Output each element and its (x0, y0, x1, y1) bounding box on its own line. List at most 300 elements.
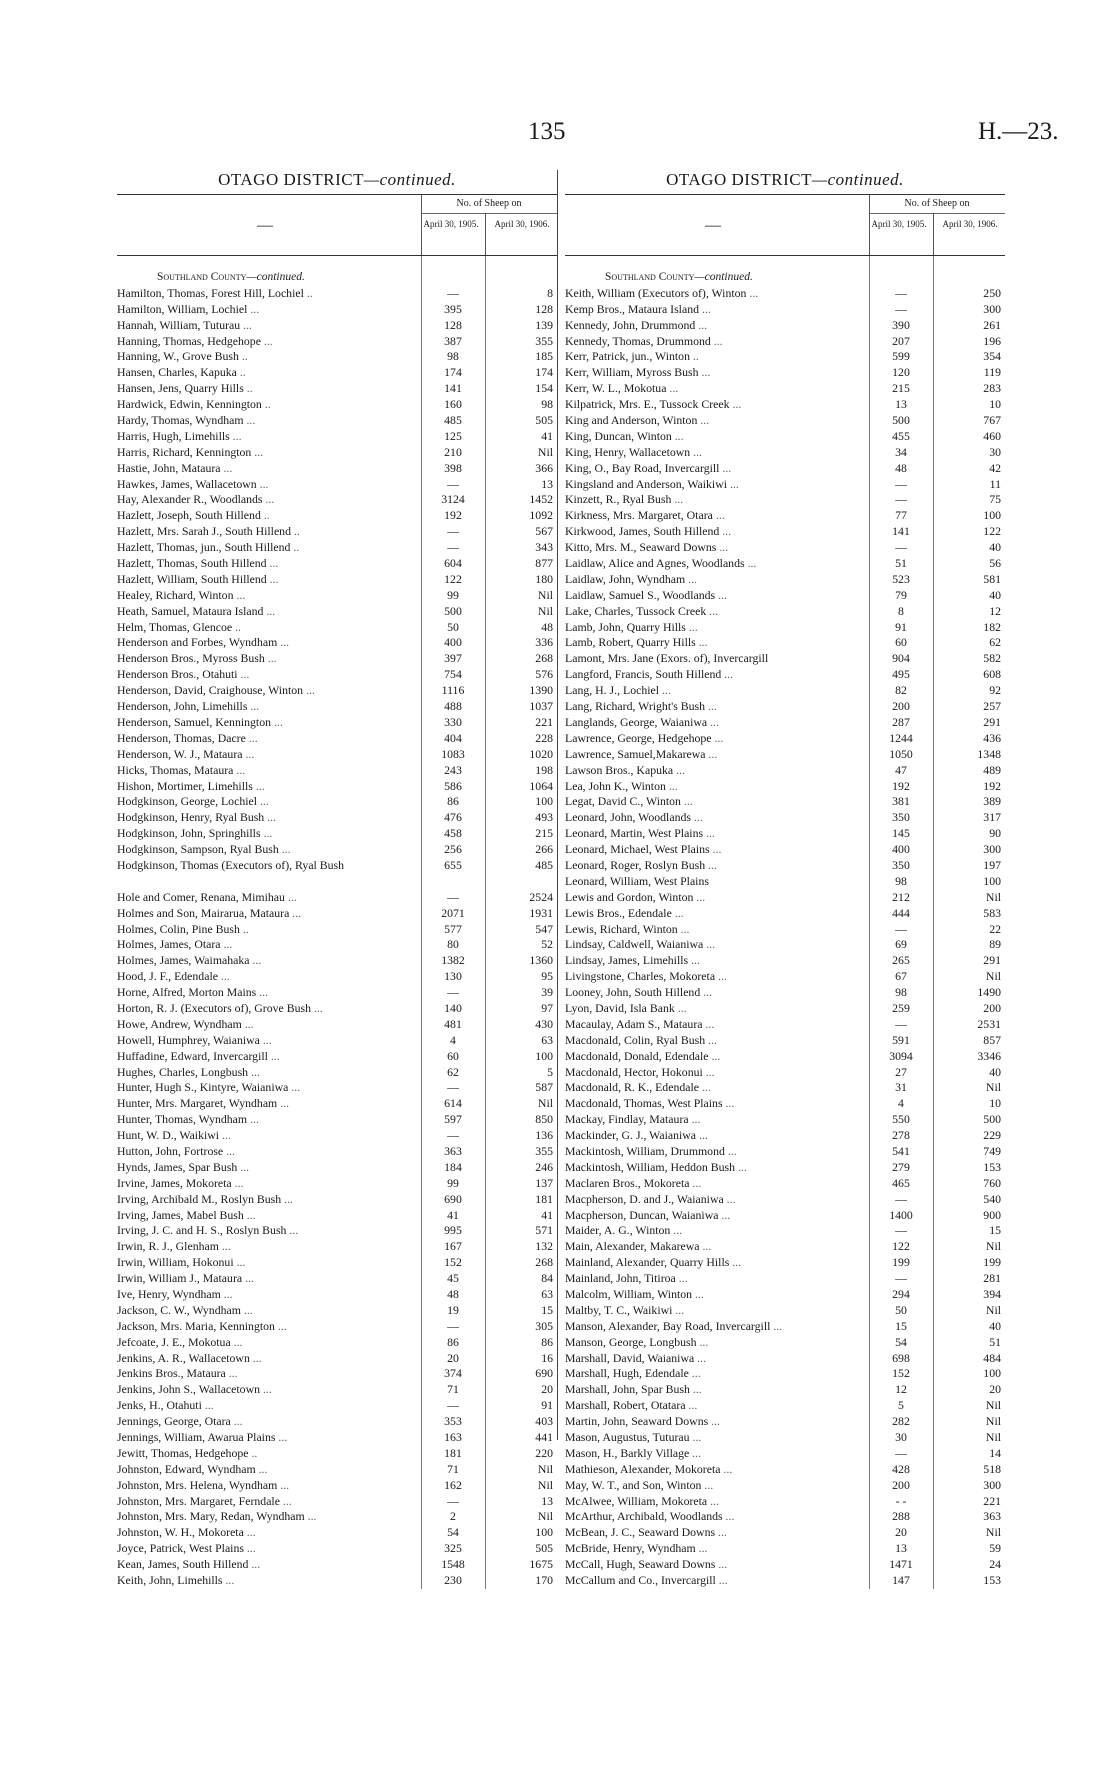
leader-dots: ... (725, 1096, 735, 1111)
holder-name: Lyon, David, Isla Bank ... (565, 1000, 687, 1015)
holder-name: King, O., Bay Road, Invercargill ... (565, 460, 732, 475)
sheep-1905: 287 (892, 714, 910, 729)
holder-name: Laidlaw, John, Wyndham ... (565, 571, 697, 586)
section-heading: Southland County—continued. (605, 271, 753, 283)
holder-name: Jennings, William, Awarua Plains ... (117, 1430, 288, 1445)
sheep-1906: Nil (985, 1398, 1001, 1413)
holder-name: Irvine, James, Mokoreta ... (117, 1175, 244, 1190)
leader-dots: ... (718, 1573, 728, 1588)
sheep-1906: Nil (537, 1096, 553, 1111)
table-row (565, 572, 1005, 588)
holder-name: Hodgkinson, John, Springhills ... (117, 826, 273, 841)
sheep-1906: Nil (985, 1239, 1001, 1254)
leader-dots: ... (250, 699, 260, 714)
table-row (117, 1271, 557, 1287)
leader-dots: ... (246, 1525, 256, 1540)
holder-name: Hunter, Hugh S., Kintyre, Waianiwa ... (117, 1080, 301, 1095)
sheep-1905: — (447, 285, 459, 300)
holder-name: Hazlett, Thomas, jun., South Hillend .. (117, 540, 300, 555)
table-row (565, 508, 1005, 524)
holder-name: Lawrence, George, Hedgehope ... (565, 730, 724, 745)
table-row (117, 1525, 557, 1541)
sheep-1905: 500 (892, 413, 910, 428)
holder-name: Kilpatrick, Mrs. E., Tussock Creek ... (565, 397, 742, 412)
holder-name: Kirkwood, James, South Hillend ... (565, 524, 732, 539)
table-row (565, 842, 1005, 858)
table-row (565, 747, 1005, 763)
sheep-1906: 608 (983, 667, 1001, 682)
holder-name: Mackintosh, William, Drummond ... (565, 1143, 737, 1158)
holder-name: Mainland, John, Titiroa ... (565, 1271, 688, 1286)
holder-name: Hunter, Thomas, Wyndham ... (117, 1112, 259, 1127)
leader-dots: ... (729, 476, 739, 491)
table-row (117, 1239, 557, 1255)
sheep-1906: 192 (983, 778, 1001, 793)
sheep-1906: 354 (983, 349, 1001, 364)
table-row (117, 1033, 557, 1049)
table-row (117, 365, 557, 381)
leader-dots: ... (691, 1112, 701, 1127)
table-row (117, 635, 557, 651)
sheep-1906: 283 (983, 381, 1001, 396)
leader-dots: ... (222, 1128, 231, 1143)
leader-dots: ... (703, 985, 713, 1000)
leader-dots: .. (306, 285, 313, 300)
holder-name: Harris, Richard, Kennington ... (117, 444, 264, 459)
holder-name: Mason, H., Barkly Village ... (565, 1445, 702, 1460)
holder-name: Macaulay, Adam S., Mataura ... (565, 1016, 715, 1031)
table-row (565, 1033, 1005, 1049)
holder-name: Lindsay, Caldwell, Waianiwa ... (565, 937, 716, 952)
sheep-header: No. of Sheep on (456, 198, 522, 209)
leader-dots: ... (675, 1302, 685, 1317)
table-row (117, 1494, 557, 1510)
sheep-1905: 199 (892, 1255, 910, 1270)
sheep-1905: 54 (447, 1525, 459, 1540)
leader-dots: ... (277, 1318, 287, 1333)
table-row (565, 1128, 1005, 1144)
sheep-1905: 614 (444, 1096, 462, 1111)
sheep-1906: 3346 (977, 1048, 1001, 1063)
sheep-1905: 50 (895, 1302, 907, 1317)
holder-name: Looney, John, South Hillend ... (565, 985, 713, 1000)
sheep-1906: 154 (535, 381, 553, 396)
table-row (565, 604, 1005, 620)
sheep-1906: 14 (989, 1445, 1001, 1460)
name-header: — (705, 217, 721, 234)
leader-dots: ... (723, 1461, 733, 1476)
leader-dots: .. (251, 1445, 258, 1460)
sheep-1905: 86 (447, 794, 459, 809)
sheep-1905: 45 (447, 1271, 459, 1286)
holder-name: Hood, J. F., Edendale ... (117, 969, 230, 984)
sheep-1906: 587 (535, 1080, 553, 1095)
table-row (565, 906, 1005, 922)
table-row (117, 302, 557, 318)
sheep-1905: 207 (892, 333, 910, 348)
table-row (565, 620, 1005, 636)
sheep-1906: 182 (983, 619, 1001, 634)
holder-name: Hay, Alexander R., Woodlands ... (117, 492, 275, 507)
sheep-1906: 505 (535, 413, 553, 428)
sheep-1906: 2531 (977, 1016, 1001, 1031)
leader-dots: ... (688, 619, 698, 634)
sheep-1906: 15 (541, 1302, 553, 1317)
sheep-1905: 350 (892, 810, 910, 825)
leader-dots: ... (700, 413, 710, 428)
leader-dots: ... (255, 778, 265, 793)
sheep-1906: 257 (983, 699, 1001, 714)
sheep-1906: 40 (989, 1318, 1001, 1333)
holder-name: Kean, James, South Hillend ... (117, 1557, 261, 1572)
leader-dots: ... (673, 1223, 683, 1238)
sheep-1905: 60 (895, 635, 907, 650)
sheep-1906: 1931 (529, 905, 553, 920)
holder-name: Hannah, William, Tuturau ... (117, 317, 252, 332)
sheep-1906: Nil (985, 1414, 1001, 1429)
sheep-1906: 15 (989, 1223, 1001, 1238)
sheep-1906: 40 (989, 587, 1001, 602)
table-row (117, 1351, 557, 1367)
sheep-1905: 215 (892, 381, 910, 396)
holder-name: Lewis, Richard, Winton ... (565, 921, 690, 936)
leader-dots: ... (706, 826, 715, 841)
sheep-1906: 86 (541, 1334, 553, 1349)
sheep-1905: 259 (892, 1000, 910, 1015)
holder-name: Horton, R. J. (Executors of), Grove Bush ... (117, 1000, 323, 1015)
sheep-1905: 1548 (441, 1557, 465, 1572)
holder-name: Healey, Richard, Winton ... (117, 587, 246, 602)
holder-name: Johnston, W. H., Mokoreta ... (117, 1525, 256, 1540)
sheep-1905: 19 (447, 1302, 459, 1317)
sheep-1906: 12 (989, 603, 1001, 618)
table-row (117, 1303, 557, 1319)
sheep-1906: Nil (985, 1430, 1001, 1445)
sheep-1906: 1360 (529, 953, 553, 968)
sheep-1906: 268 (535, 651, 553, 666)
leader-dots: ... (724, 667, 734, 682)
sheep-1905: 294 (892, 1287, 910, 1301)
sheep-1905: 34 (895, 444, 907, 459)
sheep-1905: 50 (447, 619, 459, 634)
leader-dots: ... (240, 1159, 250, 1174)
holder-name: Marshall, Hugh, Edendale ... (565, 1366, 701, 1381)
table-row (565, 874, 1005, 890)
holder-name: Macpherson, Duncan, Waianiwa ... (565, 1207, 731, 1222)
holder-name: Livingstone, Charles, Mokoreta ... (565, 969, 727, 984)
sheep-1905: 350 (892, 857, 910, 872)
holder-name: Johnston, Mrs. Margaret, Ferndale ... (117, 1493, 292, 1508)
sheep-1905: 163 (444, 1430, 462, 1445)
leader-dots: ... (263, 333, 273, 348)
leader-dots: ... (692, 1175, 702, 1190)
leader-dots: ... (722, 460, 732, 475)
sheep-1905: 30 (895, 1430, 907, 1445)
table-row (117, 1398, 557, 1414)
holder-name: Keith, William (Executors of), Winton ... (565, 285, 759, 300)
holder-name: Macdonald, Hector, Hokonui ... (565, 1064, 715, 1079)
table-row (117, 858, 557, 890)
table-row (565, 937, 1005, 953)
sheep-1906: 489 (983, 762, 1001, 777)
leader-dots: ... (718, 969, 727, 984)
sheep-1905: — (895, 1271, 907, 1286)
sheep-1905: 397 (444, 651, 462, 666)
leader-dots: ... (291, 1080, 301, 1095)
holder-name: Jefcoate, J. E., Mokotua ... (117, 1334, 243, 1349)
header-1905: April 30, 1905. (871, 219, 927, 229)
leader-dots: ... (270, 1048, 280, 1063)
leader-dots: ... (674, 428, 684, 443)
sheep-1906: 20 (989, 1382, 1001, 1397)
sheep-1905: 550 (892, 1112, 910, 1127)
holder-name: Hodgkinson, George, Lochiel ... (117, 794, 269, 809)
sheep-1905: 192 (444, 508, 462, 523)
sheep-1905: 458 (444, 826, 462, 841)
sheep-1906: 540 (983, 1191, 1001, 1206)
holder-name: Heath, Samuel, Mataura Island ... (117, 603, 276, 618)
leader-dots: .. (241, 349, 248, 364)
table-row (117, 747, 557, 763)
sheep-1905: — (895, 921, 907, 936)
table-row (565, 985, 1005, 1001)
sheep-1906: 20 (541, 1382, 553, 1397)
leader-dots: ... (248, 730, 258, 745)
leader-dots: ... (225, 1573, 235, 1588)
leader-dots: ... (704, 1477, 714, 1492)
column-title: OTAGO DISTRICT—continued. (218, 170, 456, 189)
sheep-1905: 387 (444, 333, 462, 348)
table-row (565, 1557, 1005, 1573)
holder-name: Irwin, William J., Mataura ... (117, 1271, 254, 1286)
leader-dots: ... (683, 794, 693, 809)
sheep-1905: 604 (444, 556, 462, 571)
sheep-1905: 48 (447, 1287, 459, 1302)
holder-name: Hunt, W. D., Waikiwi ... (117, 1128, 231, 1143)
sheep-1905: 278 (892, 1128, 910, 1143)
table-row (117, 1430, 557, 1446)
table-row (565, 1176, 1005, 1192)
table-row (117, 1001, 557, 1017)
leader-dots: ... (232, 428, 242, 443)
leader-dots: ... (691, 953, 700, 968)
sheep-1906: Nil (537, 587, 553, 602)
leader-dots: .. (235, 619, 241, 634)
holder-name: Joyce, Patrick, West Plains ... (117, 1541, 256, 1556)
sheep-1906: 366 (535, 460, 553, 475)
header-1906: April 30, 1906. (494, 219, 550, 229)
holder-name: Hodgkinson, Sampson, Ryal Bush ... (117, 842, 291, 857)
sheep-1906: 229 (983, 1128, 1001, 1143)
sheep-1906: 1037 (529, 699, 553, 714)
sheep-1905: 140 (444, 1000, 462, 1015)
holder-name: McAlwee, William, Mokoreta ... (565, 1493, 719, 1508)
sheep-1905: 120 (892, 365, 910, 380)
sheep-1905: 160 (444, 397, 462, 412)
leader-dots: ... (313, 1000, 323, 1015)
holder-name: Macdonald, Colin, Ryal Bush ... (565, 1032, 717, 1047)
sheep-1905: 67 (895, 969, 907, 984)
sheep-1905: — (447, 524, 459, 539)
holder-name: Jewitt, Thomas, Hedgehope .. (117, 1445, 258, 1460)
table-row (565, 651, 1005, 667)
sheep-1905: 200 (892, 699, 910, 714)
sheep-1906: 583 (983, 905, 1001, 920)
table-row (117, 699, 557, 715)
table-row (565, 1017, 1005, 1033)
holder-name: Hamilton, William, Lochiel ... (117, 301, 260, 316)
holder-name: Macdonald, Thomas, West Plains ... (565, 1096, 735, 1111)
leader-dots: ... (691, 1366, 701, 1381)
table-row (565, 1160, 1005, 1176)
holder-name: Malcolm, William, Winton ... (565, 1287, 704, 1301)
leader-dots: ... (269, 556, 279, 571)
sheep-1905: 125 (444, 428, 462, 443)
sheep-1906: 767 (983, 413, 1001, 428)
sheep-1905: 79 (895, 587, 907, 602)
holder-name: Lindsay, James, Limehills ... (565, 953, 700, 968)
table-row (117, 334, 557, 350)
sheep-1905: 69 (895, 937, 907, 952)
sheep-1906: 547 (535, 921, 553, 936)
sheep-1905: 597 (444, 1112, 462, 1127)
sheep-1905: 243 (444, 762, 462, 777)
holder-name: Kemp Bros., Mataura Island ... (565, 301, 711, 316)
sheep-1905: 31 (895, 1080, 907, 1095)
table-row (117, 286, 557, 302)
leader-dots: ... (718, 1557, 728, 1572)
leader-dots: ... (236, 587, 246, 602)
table-row (565, 858, 1005, 874)
sheep-1906: 436 (983, 730, 1001, 745)
holder-name: Irving, James, Mabel Bush ... (117, 1207, 256, 1222)
table-row (117, 1335, 557, 1351)
holder-name: Henderson Bros., Myross Bush ... (117, 651, 277, 666)
sheep-1906: 180 (535, 571, 553, 586)
table-row (565, 1478, 1005, 1494)
sheep-1905: 330 (444, 714, 462, 729)
leader-dots: ... (705, 1064, 715, 1079)
holder-name: Kingsland and Anderson, Waikiwi ... (565, 476, 739, 491)
leader-dots: ... (706, 937, 716, 952)
sheep-1906: 139 (535, 317, 553, 332)
holder-name: Mainland, Alexander, Quarry Hills ... (565, 1255, 742, 1270)
sheep-1906: 291 (983, 714, 1001, 729)
leader-dots: .. (239, 365, 246, 380)
leader-dots: .. (692, 349, 699, 364)
holder-name: King, Duncan, Winton ... (565, 428, 684, 443)
leader-dots: ... (674, 905, 684, 920)
sheep-1906: 197 (983, 857, 1001, 872)
sheep-1906: 91 (541, 1398, 553, 1413)
table-row (117, 445, 557, 461)
leader-dots: ... (722, 524, 732, 539)
sheep-1905: 690 (444, 1191, 462, 1206)
table-row (565, 286, 1005, 302)
rows-container (117, 286, 557, 1589)
sheep-1905: 77 (895, 508, 907, 523)
sheep-1906: 2524 (529, 889, 553, 904)
leader-dots: ... (711, 1048, 721, 1063)
leader-dots: .. (293, 540, 300, 555)
table-body (565, 256, 1005, 1589)
sheep-1906: 51 (989, 1334, 1001, 1349)
table-row (565, 1303, 1005, 1319)
sheep-1906: 221 (535, 714, 553, 729)
sheep-1905: 586 (444, 778, 462, 793)
sheep-1906: 63 (541, 1032, 553, 1047)
sheep-1905: 141 (444, 381, 462, 396)
sheep-1905: 1116 (441, 683, 465, 698)
holder-name: May, W. T., and Son, Winton ... (565, 1477, 714, 1492)
sheep-1906: Nil (537, 1477, 553, 1492)
sheep-1906: 89 (989, 937, 1001, 952)
table-row (565, 826, 1005, 842)
sheep-1906: 153 (983, 1573, 1001, 1588)
holder-name: Maclaren Bros., Mokoreta ... (565, 1175, 702, 1190)
holder-name: Hodgkinson, Henry, Ryal Bush ... (117, 810, 277, 825)
sheep-1906: 41 (541, 1207, 553, 1222)
leader-dots: ... (702, 1239, 712, 1254)
holder-name: Henderson Bros., Otahuti ... (117, 667, 250, 682)
table-row (565, 1509, 1005, 1525)
table-row (117, 906, 557, 922)
sheep-header: No. of Sheep on (904, 198, 970, 209)
leader-dots: ... (698, 317, 708, 332)
sheep-1906: Nil (985, 889, 1001, 904)
sheep-1906: 40 (989, 1064, 1001, 1079)
holder-name: Hazlett, William, South Hillend ... (117, 571, 279, 586)
table-row (565, 1525, 1005, 1541)
leader-dots: ... (737, 1159, 747, 1174)
sheep-1905: 27 (895, 1064, 907, 1079)
leader-dots: ... (284, 1191, 293, 1206)
leader-dots: ... (236, 762, 246, 777)
sheep-1905: 465 (892, 1175, 910, 1190)
leader-dots: ... (223, 937, 233, 952)
leader-dots: ... (243, 1302, 253, 1317)
table-row (565, 1430, 1005, 1446)
column-divider (557, 170, 558, 1440)
sheep-1905: 400 (892, 842, 910, 857)
holder-name: Macpherson, D. and J., Waianiwa ... (565, 1191, 736, 1206)
holder-name: Hutton, John, Fortrose ... (117, 1144, 235, 1158)
holder-name: Hazlett, Joseph, South Hillend .. (117, 508, 270, 523)
sheep-1906: 48 (541, 619, 553, 634)
leader-dots: ... (721, 1207, 731, 1222)
sheep-1906: 221 (983, 1493, 1001, 1508)
sheep-1906: 128 (535, 301, 553, 316)
leader-dots: .. (264, 397, 271, 412)
sheep-1905: 60 (447, 1048, 459, 1063)
leader-dots: ... (273, 714, 283, 729)
leader-dots: ... (714, 730, 724, 745)
sheep-1905: 128 (444, 317, 462, 332)
leader-dots: ... (267, 651, 277, 666)
leader-dots: ... (711, 1414, 720, 1429)
sheep-1906: 690 (535, 1366, 553, 1381)
table-row (117, 588, 557, 604)
holder-name: Langlands, George, Waianiwa ... (565, 714, 719, 729)
sheep-1906: 10 (989, 397, 1001, 412)
table-header (565, 194, 1005, 256)
holder-name: Hodgkinson, Thomas (Executors of), Ryal Bush (117, 857, 345, 872)
sheep-1906: 576 (535, 667, 553, 682)
table-row (565, 1192, 1005, 1208)
sheep-1905: 98 (447, 349, 459, 364)
sheep-1906: 75 (989, 492, 1001, 507)
leader-dots: ... (289, 1223, 299, 1238)
